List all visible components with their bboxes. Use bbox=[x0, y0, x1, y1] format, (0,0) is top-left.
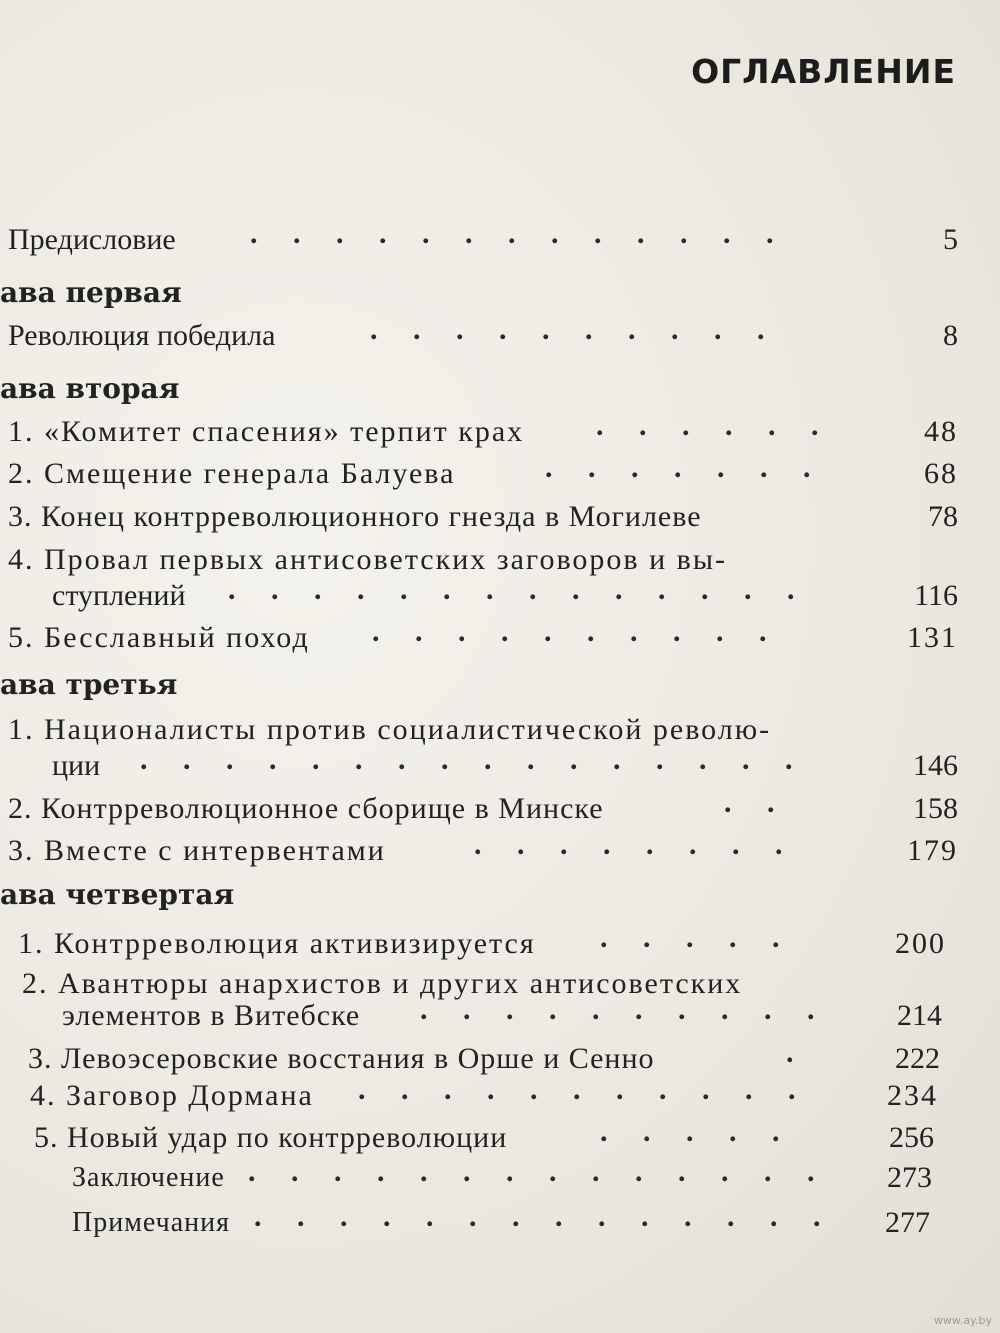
toc-entry-page: 116 bbox=[914, 579, 958, 612]
toc-entry-title: 2. Контрреволюционное сборище в Минске bbox=[8, 792, 604, 825]
chapter-heading-1: ава первая bbox=[0, 276, 182, 309]
toc-entry-title: 4. Провал первых антисоветских заговоров и вы- bbox=[8, 543, 727, 576]
dot-leader: . bbox=[786, 1036, 808, 1069]
toc-entry-page: 277 bbox=[885, 1206, 930, 1239]
dot-leader: . . . . . . . . . . . . . . bbox=[248, 1155, 829, 1188]
chapter-heading-4: ава четвертая bbox=[0, 878, 235, 911]
dot-leader: . . . . . . . . bbox=[474, 828, 797, 861]
toc-entry-page: 256 bbox=[889, 1121, 934, 1154]
toc-entry-title: 3. Конец контрреволюционного гнезда в Могилеве bbox=[8, 500, 702, 533]
dot-leader: . . . . . . . . . . . bbox=[358, 1073, 810, 1106]
toc-entry-page: 179 bbox=[907, 834, 958, 867]
toc-entry-title: Примечания bbox=[72, 1207, 231, 1238]
toc-entry-page: 222 bbox=[895, 1042, 940, 1075]
dot-leader: . . . . . . . bbox=[545, 451, 825, 484]
toc-entry-page: 146 bbox=[913, 749, 958, 782]
dot-leader: . . . . . bbox=[600, 1115, 794, 1148]
toc-entry-title: 1. Националисты против социалистической револю- bbox=[8, 713, 772, 746]
toc-entry-title: 2. Авантюры анархистов и других антисоветских bbox=[22, 967, 743, 1000]
toc-entry-page: 68 bbox=[924, 457, 958, 490]
dot-leader: . . . . . . . . . . . . . . bbox=[228, 573, 809, 606]
dot-leader: . . . . . . . . . . bbox=[372, 615, 781, 648]
toc-entry-page: 8 bbox=[943, 319, 958, 352]
toc-entry-page: 214 bbox=[897, 999, 942, 1032]
toc-entry-title: Революция победила bbox=[8, 319, 276, 352]
dot-leader: . . . . . . . . . . . . . . bbox=[254, 1200, 835, 1233]
dot-leader: . . bbox=[724, 786, 789, 819]
toc-entry-title: 3. Вместе с интервентами bbox=[8, 834, 386, 867]
toc-entry-title: 1. «Комитет спасения» терпит крах bbox=[8, 415, 525, 448]
dot-leader: . . . . . . . . . . bbox=[420, 993, 829, 1026]
watermark: www.ay.by bbox=[933, 1314, 992, 1327]
toc-entry-page: 5 bbox=[943, 223, 958, 256]
toc-entry-title-continued: элементов в Витебске bbox=[62, 999, 361, 1032]
chapter-heading-2: ава вторая bbox=[0, 372, 180, 405]
toc-entry-title: Заключение bbox=[72, 1162, 225, 1193]
toc-entry-title-continued: ступлений bbox=[52, 579, 186, 612]
toc-entry-page: 48 bbox=[924, 415, 958, 448]
toc-entry-title: 5. Бесславный поход bbox=[8, 621, 310, 654]
toc-entry-page: 158 bbox=[913, 792, 958, 825]
chapter-heading-3: ава третья bbox=[0, 668, 178, 701]
dot-leader: . . . . . . . . . . bbox=[370, 313, 779, 346]
dot-leader: . . . . . . . . . . . . . . . . bbox=[140, 743, 807, 776]
toc-entry-title: Предисловие bbox=[8, 223, 176, 256]
toc-entry-page: 78 bbox=[928, 500, 958, 533]
dot-leader: . . . . . . . . . . . . . bbox=[250, 217, 788, 250]
dot-leader: . . . . . . bbox=[596, 409, 833, 442]
toc-entry-page: 131 bbox=[907, 621, 958, 654]
toc-entry-title-continued: ции bbox=[52, 749, 101, 782]
toc-entry-page: 234 bbox=[887, 1079, 938, 1112]
toc-entry-title: 2. Смещение генерала Балуева bbox=[8, 457, 456, 490]
toc-entry-title: 1. Контрреволюция активизируется bbox=[18, 927, 536, 960]
dot-leader: . . . . . bbox=[600, 921, 794, 954]
toc-entry-title: 5. Новый удар по контрреволюции bbox=[34, 1121, 508, 1154]
toc-entry-page: 273 bbox=[887, 1161, 932, 1194]
toc-entry-title: 3. Левоэсеровские восстания в Орше и Сенно bbox=[28, 1042, 655, 1075]
page-title: ОГЛАВЛЕНИЕ bbox=[691, 52, 956, 91]
toc-entry-title: 4. Заговор Дормана bbox=[30, 1079, 314, 1112]
toc-entry-page: 200 bbox=[895, 927, 946, 960]
